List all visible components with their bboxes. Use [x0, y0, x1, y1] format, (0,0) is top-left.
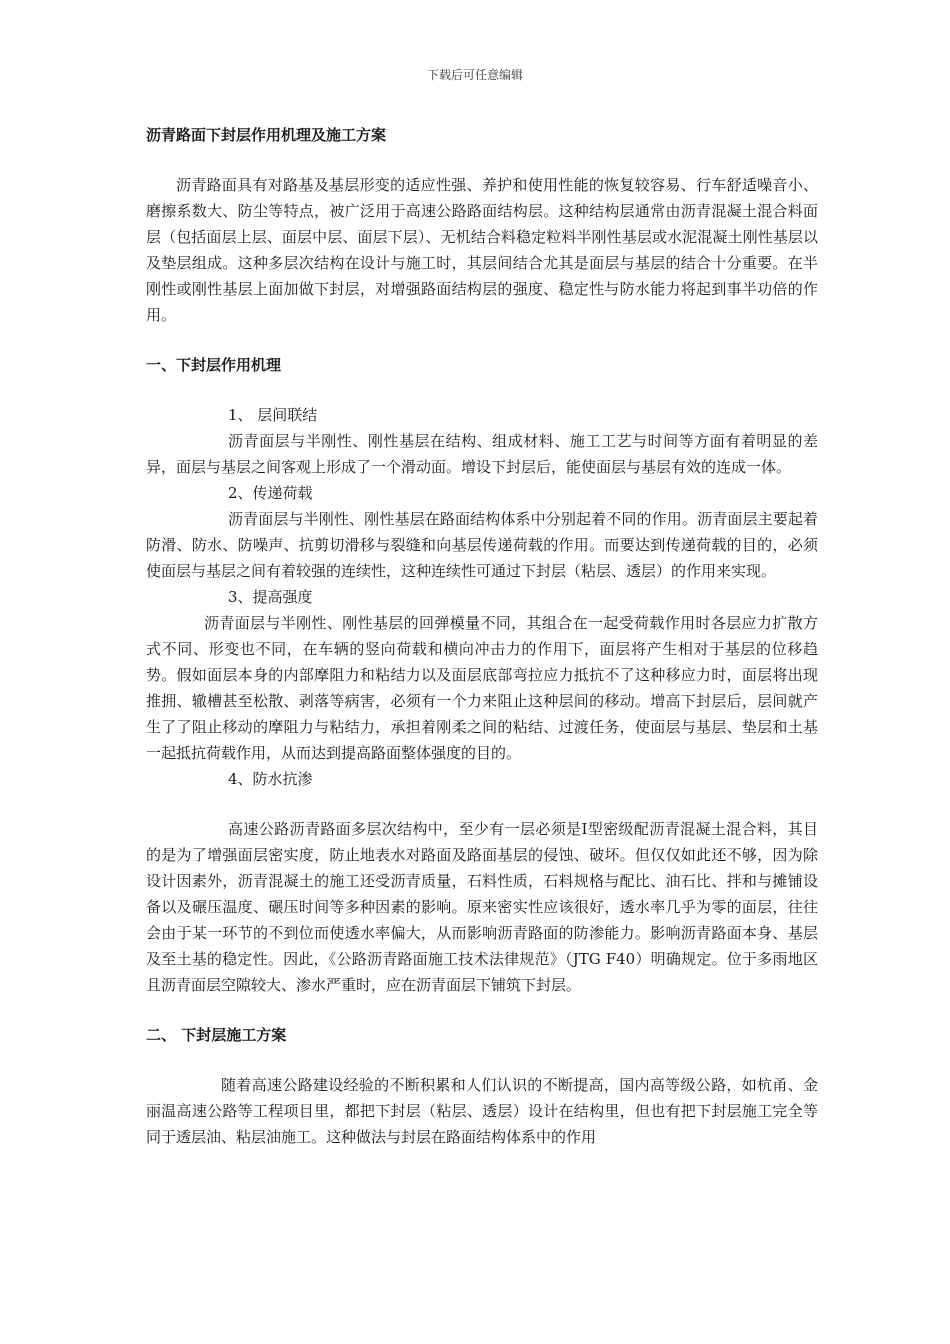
- section2-heading: 二、 下封层施工方案: [146, 1026, 287, 1044]
- item2-body: 沥青面层与半刚性、刚性基层在路面结构体系中分别起着不同的作用。沥青面层主要起着防滑、防水、防噪声、抗剪切滑移与裂缝和向基层传递荷载的作用。而要达到传递荷载的目的，必须使面层与基层之间有着较强的连续性，这种连续性可通过下封层（粘层、透层）的作用来实现。: [146, 510, 818, 580]
- document-body: [146, 122, 818, 1150]
- intro-paragraph: 沥青路面具有对路基及基层形变的适应性强、养护和使用性能的恢复较容易、行车舒适噪音小、磨擦系数大、防尘等特点，被广泛用于高速公路路面结构层。这种结构层通常由沥青混凝土混合料面层（包括面层上层、面层中层、面层下层）、无机结合料稳定粒料半刚性基层或水泥混凝土刚性基层以及垫层组成。这种多层次结构在设计与施工时，其层间结合尤其是面层与基层的结合十分重要。在半刚性或刚性基层上面加做下封层，对增强路面结构层的强度、稳定性与防水能力将起到事半功倍的作用。: [146, 176, 818, 324]
- spacer: [146, 792, 818, 816]
- spacer: [146, 378, 818, 402]
- item3-title: 3、提高强度: [228, 588, 313, 606]
- spacer: [146, 148, 818, 172]
- document-title: 沥青路面下封层作用机理及施工方案: [146, 126, 387, 144]
- item1-body: 沥青面层与半刚性、刚性基层在结构、组成材料、施工工艺与时间等方面有着明显的差异，面层与基层之间客观上形成了一个滑动面。增设下封层后，能使面层与基层有效的连成一体。: [146, 432, 818, 476]
- item1-title: 1、 层间联结: [228, 406, 318, 424]
- section1-heading: 一、下封层作用机理: [146, 356, 282, 374]
- item4-title: 4、防水抗渗: [228, 770, 313, 788]
- item3-body: 沥青面层与半刚性、刚性基层的回弹模量不同，其组合在一起受荷载作用时各层应力扩散方式不同、形变也不同，在车辆的竖向荷载和横向冲击力的作用下，面层将产生相对于基层的位移趋势。假如面层本身的内部摩阻力和粘结力以及面层底部弯拉应力抵抗不了这种移应力时，面层将出现推拥、辙槽甚至松散、剥落等病害，必须有一个力来阻止这种层间的移动。增高下封层后，层间就产生了了阻止移动的摩阻力与粘结力，承担着刚柔之间的粘结、过渡任务，使面层与基层、垫层和土基一起抵抗荷载作用，从而达到提高路面整体强度的目的。: [146, 614, 818, 762]
- page-header-note: 下载后可任意编辑: [426, 68, 523, 82]
- section2-body: 随着高速公路建设经验的不断积累和人们认识的不断提高，国内高等级公路，如杭甬、金丽温高速公路等工程项目里，都把下封层（粘层、透层）设计在结构里，但也有把下封层施工完全等同于透层油、粘层油施工。这种做法与封层在路面结构体系中的作用: [146, 1076, 818, 1146]
- item4-body: 高速公路沥青路面多层次结构中，至少有一层必须是Ⅰ型密级配沥青混凝土混合料，其目的是为了增强面层密实度，防止地表水对路面及路面基层的侵蚀、破坏。但仅仅如此还不够，因为除设计因素外，沥青混凝土的施工还受沥青质量，石料性质，石料规格与配比、油石比、拌和与摊铺设备以及碾压温度、碾压时间等多种因素的影响。原来密实性应该很好，透水率几乎为零的面层，往往会由于某一环节的不到位而使透水率偏大，从而影响沥青路面的防渗能力。影响沥青路面本身、基层及至土基的稳定性。因此，《公路沥青路面施工技术法律规范》（JTG F40）明确规定。位于多雨地区且沥青面层空隙较大、渗水严重时，应在沥青面层下铺筑下封层。: [146, 820, 818, 994]
- spacer: [146, 998, 818, 1022]
- item2-title: 2、传递荷载: [228, 484, 313, 502]
- spacer: [146, 328, 818, 352]
- spacer: [146, 1048, 818, 1072]
